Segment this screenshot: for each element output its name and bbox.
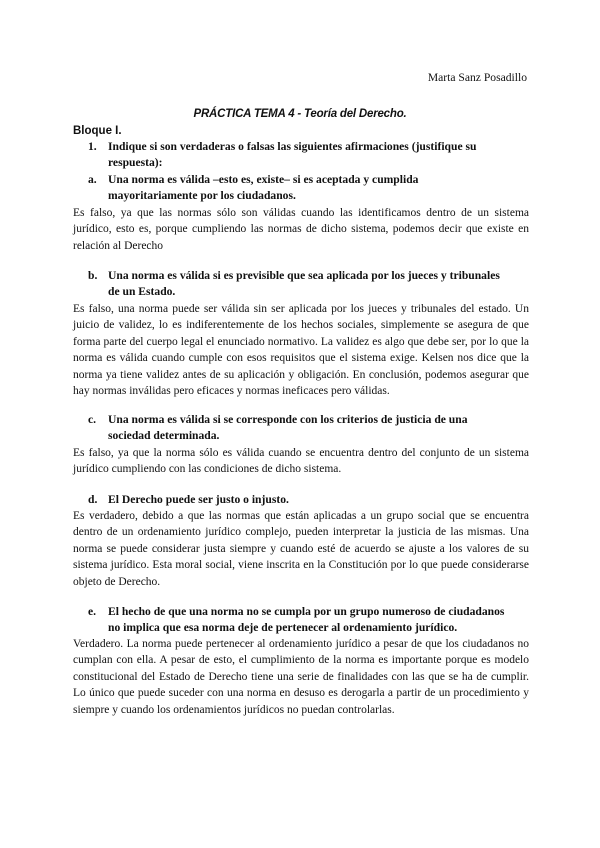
block-label: Bloque I. (73, 125, 122, 137)
item-statement: Una norma es válida –esto es, existe– si es aceptada y cumplida mayoritariamente por los ciudadanos. (108, 173, 419, 203)
item-b-statement (88, 268, 508, 301)
item-e-answer: Verdadero. La norma puede pertenecer al ordenamiento jurídico a pesar de que los ciudadanos no cumplan con ella. A pesar de esto, el cumplimiento de la norma es importante porque es modelo constitucional del Estado de Derecho tiene una serie de finalidades con las que se ha de cumplir. Lo único que puede suceder con una norma en desuso es derogarla a partir de un procedimiento y siempre y cuando los ordenamientos jurídicos no puedan controlarlas. (73, 638, 529, 716)
item-a-answer: Es falso, ya que las normas sólo son válidas cuando las identificamos dentro de un sistema jurídico, esto es, porque cumpliendo las normas de dicho sistema, podemos decir que existe en relación al Derecho (73, 207, 529, 252)
item-a-statement (88, 172, 508, 205)
author-name: Marta Sanz Posadillo (427, 71, 527, 84)
item-statement: El hecho de que una norma no se cumpla por un grupo numeroso de ciudadanos no implica que esa norma deje de pertenecer al ordenamiento jurídico. (108, 605, 505, 635)
item-e-statement (88, 604, 508, 637)
question-number: 1. (88, 140, 97, 153)
item-statement: Una norma es válida si se corresponde con los criterios de justicia de una sociedad determinada. (108, 413, 468, 443)
item-c-statement (88, 412, 508, 445)
item-letter: a. (88, 173, 97, 186)
item-d-answer: Es verdadero, debido a que las normas que están aplicadas a un grupo social que se encuentra dentro de un ordenamiento jurídico complejo, pueden interpretar la justicia de las mismas. Una norma se puede considerar justa siempre y cuando esté de acuerdo se ajuste a los valores de su sistema jurídico. Esta moral social, viene inscrita en la Constitución por lo que puede considerarse objeto de Derecho. (73, 510, 529, 588)
item-letter: c. (88, 413, 97, 426)
item-letter: d. (88, 493, 98, 506)
item-b-answer: Es falso, una norma puede ser válida sin ser aplicada por los jueces y tribunales del estado. Un juicio de validez, lo es indiferentemente de los hechos sociales, simplemente se asegura de que forma parte del cuerpo legal el enunciado normativo. La validez es algo que debe ser, por lo que la norma es válida cuando cumple con esos requisitos que el sistema exige. Kelsen nos dice que la norma ya tiene validez antes de su aplicación y obligación. En conclusión, podemos asegurar que hay normas inválidas pero eficaces y normas ineficaces pero válidas. (73, 303, 529, 398)
item-statement: Una norma es válida si es previsible que sea aplicada por los jueces y tribunales de un Estado. (108, 269, 500, 299)
item-statement: El Derecho puede ser justo o injusto. (108, 493, 289, 506)
item-d-statement (88, 492, 508, 508)
item-c-answer: Es falso, ya que la norma sólo es válida cuando se encuentra dentro del conjunto de un sistema jurídico cumpliendo con las condiciones de dicho sistema. (73, 447, 529, 476)
item-letter: e. (88, 605, 97, 618)
question-text: Indique si son verdaderas o falsas las siguientes afirmaciones (justifique su respuesta): (108, 140, 477, 170)
question-1-heading (88, 139, 508, 172)
item-letter: b. (88, 269, 98, 282)
document-title: PRÁCTICA TEMA 4 - Teoría del Derecho. (193, 108, 407, 120)
